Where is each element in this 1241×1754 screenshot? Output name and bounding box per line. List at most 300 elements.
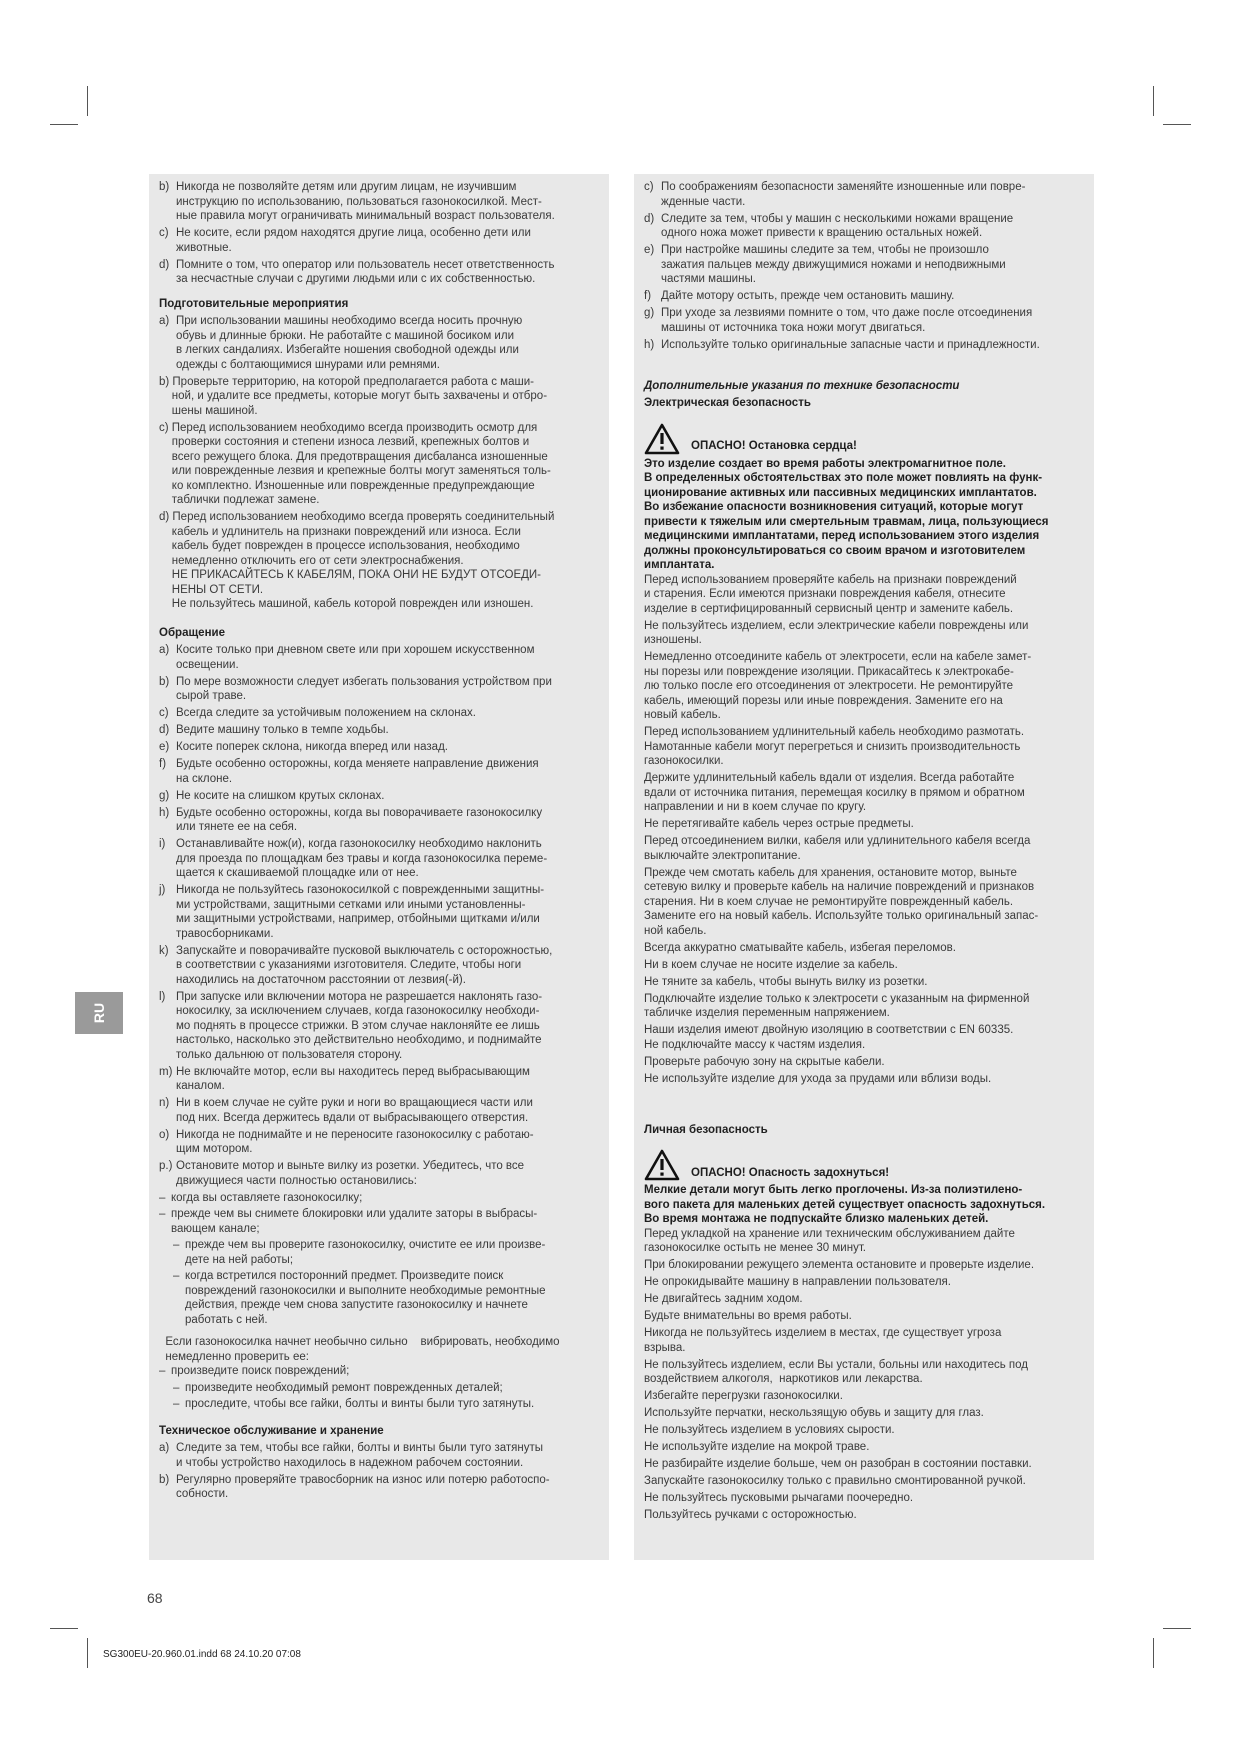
list-text: [176, 258, 599, 287]
list-marker: a): [159, 315, 170, 327]
text-line: Не используйте изделие для ухода за прудами или вблизи воды.: [644, 1072, 992, 1085]
maintenance-list-left: [159, 1441, 599, 1502]
list-text: [661, 212, 1084, 241]
text-line: проследите, чтобы все гайки, болты и винты были туго затянуты.: [185, 1398, 535, 1410]
dash-marker: –: [159, 1208, 166, 1220]
list-item: [159, 757, 599, 786]
list-marker: b): [159, 1473, 170, 1486]
text-line: в легких сандалиях. Избегайте ношения свободной одежды или: [176, 344, 519, 356]
list-item: [644, 212, 1084, 241]
crop-mark-top-right-v: [1153, 86, 1154, 116]
text-line: Не косите на слишком крутых склонах.: [176, 789, 385, 802]
text-line: Останавливайте нож(и), когда газонокосилку необходимо наклонить: [176, 838, 542, 850]
text-line: одежды с болтающимися шнурами или ремнями.: [176, 358, 440, 371]
text-line: освещении.: [176, 658, 239, 671]
text-line: ной кабель.: [644, 924, 707, 937]
text-line: медицинскими имплантатами, перед использованием этого изделия: [644, 530, 1040, 542]
crop-mark-top-left-v: [87, 86, 88, 116]
list-item: [159, 990, 599, 1063]
text-line: мо поднять в процессе стрижки. В этом случае наклоняйте ее лишь: [176, 1019, 540, 1032]
text-line: ционирование активных или пассивных медицинских имплантатов.: [644, 486, 1037, 499]
list-marker: d): [644, 212, 655, 225]
language-tab-label: RU: [90, 1002, 107, 1024]
text-line: в соответствии с указаниями изготовителя. Следите, чтобы ноги: [176, 959, 522, 971]
text-line: на склоне.: [176, 772, 233, 785]
text-line: за несчастные случаи с другими людьми или с их собственностью.: [176, 273, 536, 285]
text-line: щается к скашиваемой площадке или от нее.: [176, 867, 419, 879]
text-line: Не используйте изделие на мокрой траве.: [644, 1441, 870, 1453]
crop-mark-top-left-h: [50, 124, 78, 125]
text-line: работать с ней.: [185, 1313, 268, 1326]
text-line: щим мотором.: [176, 1143, 253, 1155]
text-line: и чтобы устройство находилось в надежном рабочем состоянии.: [176, 1456, 524, 1469]
text-line: Не разбирайте изделие больше, чем он разобран в состоянии поставки.: [644, 1458, 1032, 1470]
text-line: Дайте мотору остыть, прежде чем остановить машину.: [661, 290, 955, 302]
dash-text: [185, 1238, 599, 1267]
paragraph: [644, 1406, 1084, 1421]
paragraph: [644, 1389, 1084, 1404]
paragraph: [644, 941, 1084, 956]
text-line: должны проконсультироваться со своим врачом и изготовителем: [644, 544, 1026, 557]
paragraph: [644, 958, 1084, 973]
paragraph: [644, 1072, 1084, 1087]
list-item: [159, 723, 599, 738]
text-line: Не перетягивайте кабель через острые предметы.: [644, 818, 914, 830]
text-line: Будьте внимательны во время работы.: [644, 1310, 852, 1322]
dash-marker: –: [159, 1365, 166, 1377]
text-line: старения. Ни в коем случае не ремонтируйте поврежденный кабель.: [644, 895, 1014, 908]
list-text: [176, 1128, 599, 1157]
crop-mark-bottom-right-h: [1163, 1628, 1191, 1629]
text-line: Никогда не поднимайте и не переносите газонокосилку с работаю-: [176, 1128, 534, 1141]
text-line: вого пакета для маленьких детей существует опасность задохнуться.: [644, 1198, 1046, 1211]
warning-heart: [644, 423, 1084, 455]
list-marker: f): [644, 290, 652, 302]
list-marker: e): [644, 244, 655, 256]
paragraph: [644, 1023, 1084, 1052]
text-line: нокосилку, за исключением случаев, когда газонокосилку необходи-: [176, 1005, 540, 1017]
text-line: движущиеся части полностью остановились:: [176, 1174, 417, 1187]
text-line: Если газонокосилка начнет необычно сильно вибрировать, необходимо: [159, 1336, 560, 1348]
dash-item: [159, 1269, 599, 1327]
text-line: Регулярно проверяйте травосборник на износ или потерю работоспо-: [176, 1473, 550, 1486]
text-line: Во время монтажа не подпускайте близко маленьких детей.: [644, 1213, 989, 1225]
list-item: [159, 1065, 599, 1094]
text-line: При уходе за лезвиями помните о том, что даже после отсоединения: [661, 307, 1033, 319]
text-line: Не пользуйтесь изделием, если Вы устали, больны или находитесь под: [644, 1358, 1028, 1371]
list-text: [661, 338, 1084, 353]
text-line: жденные части.: [661, 195, 746, 208]
text-line: Избегайте перегрузки газонокосилки.: [644, 1390, 843, 1402]
text-line: газонокосилки.: [644, 755, 724, 767]
handling-list: [159, 643, 599, 1188]
right-column: [634, 174, 1094, 1560]
text-line: Остановите мотор и выньте вилку из розетки. Убедитесь, что все: [176, 1160, 525, 1172]
paragraph: [644, 975, 1084, 990]
paragraph: [644, 1440, 1084, 1455]
text-line: новый кабель.: [644, 709, 721, 721]
list-text: [176, 740, 599, 755]
text-line: Не косите, если рядом находятся другие лица, особенно дети или: [176, 227, 531, 239]
list-marker: h): [644, 338, 655, 351]
text-line: настолько, насколько это действительно необходимо, и поднимайте: [176, 1034, 542, 1046]
text-line: Помните о том, что оператор или пользователь несет ответственность: [176, 258, 555, 271]
list-item: [159, 789, 599, 804]
dash-text: [171, 1364, 599, 1379]
list-text: [176, 723, 599, 738]
list-marker: m): [159, 1065, 173, 1078]
list-text: [661, 180, 1084, 209]
paragraph: [644, 1423, 1084, 1438]
list-text: [176, 806, 599, 835]
text-line: сетевую вилку и проверьте кабель на наличие повреждений и признаков: [644, 881, 1035, 893]
electrical-paragraphs: [644, 573, 1084, 1087]
text-line: когда вы оставляете газонокосилку;: [171, 1191, 363, 1204]
text-line: выключайте электропитание.: [644, 849, 801, 862]
list-item: [159, 837, 599, 881]
paragraph: [644, 771, 1084, 815]
list-marker: j): [159, 884, 166, 896]
dash-marker: –: [159, 1191, 166, 1204]
text-line: Не подключайте массу к частям изделия.: [644, 1038, 866, 1051]
warning-suffocation: [644, 1149, 1084, 1181]
personal-paragraphs: [644, 1227, 1084, 1523]
list-text: [176, 789, 599, 804]
warning-suffocation-title: ОПАСНО! Опасность задохнуться!: [691, 1166, 890, 1179]
list-item: [644, 180, 1084, 209]
list-item: [159, 314, 599, 372]
text-line: всего режущего блока. Для предотвращения дисбаланса изношенные: [159, 450, 548, 463]
dash-marker: –: [173, 1398, 180, 1410]
paragraph: [644, 1508, 1084, 1523]
text-line: инструкцию по использованию, пользоваться газонокосилкой. Мест-: [176, 195, 542, 208]
dash-marker: –: [173, 1381, 180, 1394]
list-item: [159, 180, 599, 224]
list-marker: f): [159, 758, 167, 770]
list-marker: d): [159, 258, 170, 271]
text-line: НЕНЫ ОТ СЕТИ.: [159, 583, 264, 596]
list-marker: g): [644, 307, 655, 319]
text-line: ко комплектно. Изношенные или поврежденные предупреждающие: [159, 479, 535, 492]
dash-text: [185, 1269, 599, 1327]
list-text: [176, 180, 599, 224]
paragraph: [644, 1227, 1084, 1256]
heading-handling: Обращение: [159, 626, 225, 639]
list-text: [661, 289, 1084, 304]
list-text: [176, 643, 599, 672]
dash-item: [159, 1207, 599, 1236]
text-line: машины от источника тока ножи могут двигаться.: [661, 321, 926, 334]
text-line: Используйте перчатки, нескользящую обувь и защиту для глаз.: [644, 1407, 984, 1419]
list-text: [176, 226, 599, 255]
list-text: [176, 1096, 599, 1125]
text-line: Не пользуйтесь машиной, кабель которой поврежден или изношен.: [159, 598, 534, 610]
intro-list: [159, 180, 599, 287]
list-text: [176, 1473, 599, 1502]
text-line: Перед отсоединением вилки, кабеля или удлинительного кабеля всегда: [644, 835, 1031, 847]
text-line: Следите за тем, чтобы все гайки, болты и винты были туго затянуты: [176, 1442, 544, 1454]
text-line: лю только после его отсоединения от электросети. Не ремонтируйте: [644, 680, 1014, 692]
paragraph: [644, 1309, 1084, 1324]
preparation-list: [159, 314, 599, 612]
paragraph: [644, 1258, 1084, 1273]
list-item: [159, 1128, 599, 1157]
list-item: [159, 421, 599, 508]
text-line: Косите только при дневном свете или при хорошем искусственном: [176, 644, 535, 656]
warning-suffocation-body: [644, 1183, 1084, 1227]
text-line: собности.: [176, 1488, 229, 1500]
list-text: [176, 1065, 599, 1094]
text-line: Не опрокидывайте машину в направлении пользователя.: [644, 1276, 951, 1288]
text-line: Запускайте и поворачивайте пусковой выключатель с осторожностью,: [176, 944, 553, 957]
paragraph: [644, 619, 1084, 648]
text-line: Ведите машину только в темпе ходьбы.: [176, 724, 389, 736]
warning-heart-body: [644, 457, 1084, 573]
warning-triangle-icon: [644, 1149, 680, 1181]
crop-mark-bottom-right-v: [1153, 1638, 1154, 1668]
crop-mark-bottom-left-v: [87, 1638, 88, 1668]
list-marker: h): [159, 806, 170, 819]
text-line: для проезда по площадкам без травы и когда газонокосилка переме-: [176, 852, 548, 865]
left-column: [149, 174, 609, 1560]
text-line: Будьте особенно осторожны, когда вы поворачиваете газонокосилку: [176, 806, 543, 819]
list-item: [159, 1159, 599, 1188]
dash-item: [159, 1191, 599, 1206]
text-line: дете на ней работы;: [185, 1253, 294, 1266]
paragraph: [644, 650, 1084, 723]
dash-marker: –: [173, 1239, 180, 1251]
list-item: [159, 643, 599, 672]
list-text: [176, 1441, 599, 1470]
paragraph: [644, 1055, 1084, 1070]
text-line: При использовании машины необходимо всегда носить прочную: [176, 315, 523, 327]
list-text: [176, 314, 599, 372]
text-line: Замените его на новый кабель. Используйте только оригинальный запас-: [644, 910, 1039, 922]
text-line: или поврежденные лезвия и крепежные болты могут заменяться толь-: [159, 465, 551, 477]
text-line: Проверьте рабочую зону на скрытые кабели.: [644, 1055, 885, 1068]
list-marker: c): [644, 181, 654, 193]
list-item: [644, 243, 1084, 287]
text-line: c) Перед использованием необходимо всегда производить осмотр для: [159, 421, 538, 434]
heading-preparation: Подготовительные мероприятия: [159, 297, 349, 310]
text-line: Перед укладкой на хранение или техническим обслуживанием дайте: [644, 1227, 1015, 1240]
text-line: газонокосилке остыть не менее 30 минут.: [644, 1242, 867, 1254]
text-line: проверки состояния и степени износа лезвий, крепежных болтов и: [159, 436, 530, 448]
paragraph: [644, 725, 1084, 769]
text-line: сырой траве.: [176, 690, 247, 702]
list-marker: i): [159, 838, 166, 850]
text-line: При настройке машины следите за тем, чтобы не произошло: [661, 244, 989, 256]
paragraph: [644, 1326, 1084, 1355]
text-line: Перед использованием проверяйте кабель на признаки повреждений: [644, 573, 1017, 586]
text-line: Косите поперек склона, никогда вперед или назад.: [176, 741, 448, 753]
list-marker: g): [159, 789, 170, 802]
text-line: b) Проверьте территорию, на которой предполагается работа с маши-: [159, 375, 534, 388]
text-line: кабель будет поврежден в процессе использования, необходимо: [159, 540, 520, 552]
text-line: когда встретился посторонний предмет. Произведите поиск: [185, 1270, 504, 1282]
text-line: Во избежание опасности возникновения ситуаций, которые могут: [644, 501, 1024, 513]
page-number: 68: [147, 1590, 163, 1606]
paragraph: [644, 834, 1084, 863]
list-item: [644, 306, 1084, 335]
text-line: ми защитными устройствами, например, отбойными щитками и/или: [176, 913, 540, 925]
list-item: [159, 1473, 599, 1502]
text-line: Прежде чем смотать кабель для хранения, остановите мотор, выньте: [644, 866, 1017, 879]
text-line: кабель и удлинитель на признаки повреждений или износа. Если: [159, 525, 521, 538]
list-text: [176, 1159, 599, 1188]
text-line: Наши изделия имеют двойную изоляцию в соответствии с EN 60335.: [644, 1024, 1014, 1036]
list-marker: k): [159, 944, 169, 957]
paragraph: [644, 573, 1084, 617]
text-line: Всегда следите за устойчивым положением на склонах.: [176, 707, 476, 719]
list-text: [661, 243, 1084, 287]
text-line: кабель, имеющий порезы или иные повреждения. Замените его на: [644, 694, 1003, 707]
list-marker: p.): [159, 1160, 173, 1172]
text-line: Перед использованием удлинительный кабель необходимо размотать.: [644, 726, 1025, 738]
text-line: изношены.: [644, 634, 702, 646]
text-line: направлении и ни в коем случае по кругу.: [644, 801, 867, 813]
text-line: немедленно проверить ее:: [159, 1350, 309, 1363]
stop-conditions-list: [159, 1191, 599, 1328]
list-item: [159, 375, 599, 419]
heading-personal-safety: Личная безопасность: [644, 1123, 768, 1136]
text-line: повреждений газонокосилки и выполните необходимые ремонтные: [185, 1284, 546, 1297]
list-text: [176, 837, 599, 881]
text-line: и старения. Если имеются признаки повреждения кабеля, отнесите: [644, 588, 1006, 600]
text-line: произведите необходимый ремонт поврежденных деталей;: [185, 1381, 503, 1394]
text-line: находились на достаточном расстоянии от лезвия(-й).: [176, 973, 466, 986]
text-line: Никогда не позволяйте детям или другим лицам, не изучившим: [176, 181, 517, 193]
list-marker: o): [159, 1128, 170, 1141]
text-line: под них. Всегда держитесь вдали от выбрасывающего отверстия.: [176, 1111, 529, 1124]
text-line: Держите удлинительный кабель вдали от изделия. Всегда работайте: [644, 772, 1015, 784]
text-line: взрыва.: [644, 1341, 686, 1354]
text-line: или тянете ее на себя.: [176, 821, 298, 833]
crop-mark-top-right-h: [1163, 124, 1191, 125]
text-line: Не тяните за кабель, чтобы вынуть вилку из розетки.: [644, 975, 928, 988]
text-line: Не пользуйтесь изделием, если электрические кабели повреждены или: [644, 619, 1029, 632]
warning-heart-title: ОПАСНО! Остановка сердца!: [691, 440, 857, 452]
text-line: ной, и удалите все предметы, которые могут быть захвачены и отбро-: [159, 390, 548, 402]
list-text: [176, 675, 599, 704]
paragraph: [644, 1457, 1084, 1472]
text-line: табличке изделия переменным напряжением.: [644, 1007, 890, 1019]
text-line: прежде чем вы снимете блокировки или удалите заторы в выбрасы-: [171, 1208, 538, 1220]
text-line: Никогда не пользуйтесь изделием в местах, где существует угроза: [644, 1327, 1002, 1339]
maintenance-list-right: [644, 180, 1084, 352]
dash-item: [159, 1238, 599, 1267]
list-marker: c): [159, 227, 169, 239]
text-line: Намотанные кабели могут перегреться и снизить производительность: [644, 740, 1021, 753]
text-line: При запуске или включении мотора не разрешается наклонять газо-: [176, 990, 543, 1003]
dash-text: [171, 1191, 599, 1206]
list-item: [159, 944, 599, 988]
text-line: Подключайте изделие только к электросети с указанным на фирменной: [644, 992, 1030, 1005]
dash-item: [159, 1364, 599, 1379]
text-line: привести к тяжелым или смертельным травмам, лица, пользующиеся: [644, 515, 1049, 528]
list-item: [159, 1096, 599, 1125]
list-text: [159, 375, 599, 419]
list-text: [159, 421, 599, 508]
text-line: Пользуйтесь ручками с осторожностью.: [644, 1509, 857, 1521]
crop-mark-bottom-left-h: [50, 1628, 78, 1629]
list-text: [176, 883, 599, 941]
list-item: [159, 740, 599, 755]
text-line: Всегда аккуратно сматывайте кабель, избегая переломов.: [644, 941, 956, 954]
text-line: Запускайте газонокосилку только с правильно смонтированной ручкой.: [644, 1475, 1026, 1487]
list-marker: l): [159, 990, 166, 1003]
list-item: [159, 706, 599, 721]
list-marker: b): [159, 181, 170, 193]
paragraph: [644, 1358, 1084, 1387]
paragraph: [644, 866, 1084, 939]
text-line: Не включайте мотор, если вы находитесь перед выбрасывающим: [176, 1065, 530, 1078]
list-marker: a): [159, 644, 170, 656]
list-marker: d): [159, 724, 170, 736]
dash-text: [185, 1397, 599, 1412]
warning-triangle-icon: [644, 423, 680, 455]
dash-marker: –: [173, 1270, 180, 1282]
text-line: ны порезы или повреждение изоляции. Прикасайтесь к электрокабе-: [644, 665, 1014, 678]
vibration-paragraph: [159, 1335, 599, 1364]
text-line: Не пользуйтесь изделием в условиях сырости.: [644, 1424, 895, 1436]
list-item: [159, 883, 599, 941]
list-text: [661, 306, 1084, 335]
text-line: Будьте особенно осторожны, когда меняете направление движения: [176, 758, 539, 770]
paragraph: [644, 1275, 1084, 1290]
heading-extra-safety: Дополнительные указания по технике безопасности: [644, 379, 960, 392]
dash-item: [159, 1381, 599, 1396]
paragraph: [644, 817, 1084, 832]
text-line: изделие в сертифицированный сервисный центр и замените кабель.: [644, 602, 1014, 615]
dash-item: [159, 1397, 599, 1412]
text-line: имплантата.: [644, 559, 715, 571]
text-line: По мере возможности следует избегать пользования устройством при: [176, 675, 552, 688]
list-item: [159, 1441, 599, 1470]
dash-text: [171, 1207, 599, 1236]
language-tab: [75, 992, 123, 1034]
text-line: одного ножа может привести к вращению остальных ножей.: [661, 227, 983, 239]
text-line: Не пользуйтесь пусковыми рычагами поочередно.: [644, 1492, 914, 1504]
vibration-list: [159, 1364, 599, 1412]
list-text: [176, 990, 599, 1063]
list-marker: n): [159, 1097, 170, 1109]
list-item: [644, 338, 1084, 353]
list-item: [159, 675, 599, 704]
text-line: животные.: [176, 241, 232, 254]
text-line: В определенных обстоятельствах это поле может повлиять на функ-: [644, 472, 1043, 484]
paragraph: [644, 992, 1084, 1021]
text-line: обувь и длинные брюки. Не работайте с машиной босиком или: [176, 329, 514, 342]
text-line: Ни в коем случае не носите изделие за кабель.: [644, 958, 898, 971]
list-item: [159, 510, 599, 612]
text-line: воздействием алкоголя, наркотиков или лекарства.: [644, 1373, 923, 1385]
text-line: Мелкие детали могут быть легко проглочены. Из-за полиэтилено-: [644, 1184, 1023, 1196]
list-marker: b): [159, 675, 170, 688]
text-line: ми устройствами, защитными сетками или иными установленны-: [176, 898, 526, 911]
text-line: Немедленно отсоедините кабель от электросети, если на кабеле замет-: [644, 651, 1032, 663]
paragraph: [644, 1491, 1084, 1506]
text-line: d) Перед использованием необходимо всегда проверять соединительный: [159, 511, 555, 523]
text-line: Ни в коем случае не суйте руки и ноги во вращающиеся части или: [176, 1097, 533, 1109]
print-footer: SG300EU-20.960.01.indd 68 24.10.20 07:08: [103, 1649, 301, 1660]
list-text: [176, 706, 599, 721]
list-text: [159, 510, 599, 612]
text-line: прежде чем вы проверите газонокосилку, очистите ее или произве-: [185, 1239, 546, 1251]
list-text: [176, 757, 599, 786]
text-line: вдали от источника питания, перемещая косилку в прямом и обратном: [644, 786, 1025, 799]
text-line: Следите за тем, чтобы у машин с несколькими ножами вращение: [661, 212, 1014, 225]
